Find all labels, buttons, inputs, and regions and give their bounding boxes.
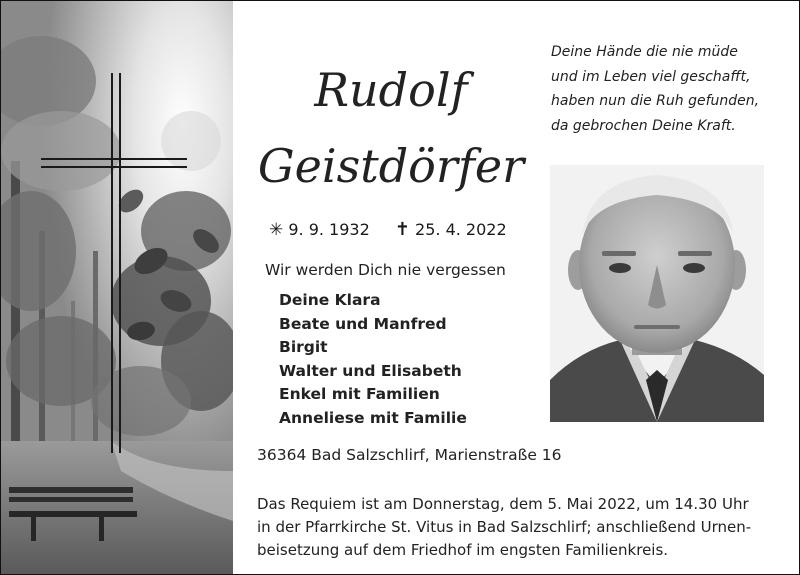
farewell-text: Wir werden Dich nie vergessen bbox=[265, 261, 506, 279]
mourner-item: Enkel mit Familien bbox=[279, 385, 440, 403]
death-date: 25. 4. 2022 bbox=[415, 220, 507, 239]
birth-star-icon: ✳ bbox=[269, 220, 284, 240]
poem bbox=[551, 40, 791, 138]
requiem-line: in der Pfarrkirche St. Vitus in Bad Salzschlirf; anschließend Urnen- bbox=[257, 518, 752, 536]
deceased-last-name: Geistdörfer bbox=[257, 139, 525, 193]
mourner-item: Beate und Manfred bbox=[279, 314, 447, 333]
mourner-item: Birgit bbox=[279, 338, 328, 356]
address: 36364 Bad Salzschlirf, Marienstraße 16 bbox=[257, 446, 562, 464]
deceased-first-name: Rudolf bbox=[314, 63, 468, 117]
poem-line: und im Leben viel geschafft, bbox=[551, 68, 751, 85]
death-cross-icon: ✝ bbox=[394, 219, 410, 240]
poem-line: Deine Hände die nie müde bbox=[551, 44, 738, 60]
birth-date: 9. 9. 1932 bbox=[288, 220, 370, 239]
poem-line: da gebrochen Deine Kraft. bbox=[551, 117, 736, 134]
portrait-photo bbox=[550, 165, 764, 422]
requiem-text bbox=[257, 493, 777, 562]
mourner-item: Anneliese mit Familie bbox=[279, 408, 467, 427]
mourner-item: Deine Klara bbox=[279, 291, 381, 309]
mourner-item: Walter und Elisabeth bbox=[279, 361, 462, 380]
requiem-line: Das Requiem ist am Donnerstag, dem 5. Mai 2022, um 14.30 Uhr bbox=[257, 495, 749, 513]
poem-line: haben nun die Ruh gefunden, bbox=[551, 93, 760, 109]
life-dates bbox=[269, 219, 507, 240]
mourners-list bbox=[279, 289, 467, 430]
requiem-line: beisetzung auf dem Friedhof im engsten Familienkreis. bbox=[257, 541, 669, 559]
forest-bench-cross-photo bbox=[1, 1, 233, 574]
